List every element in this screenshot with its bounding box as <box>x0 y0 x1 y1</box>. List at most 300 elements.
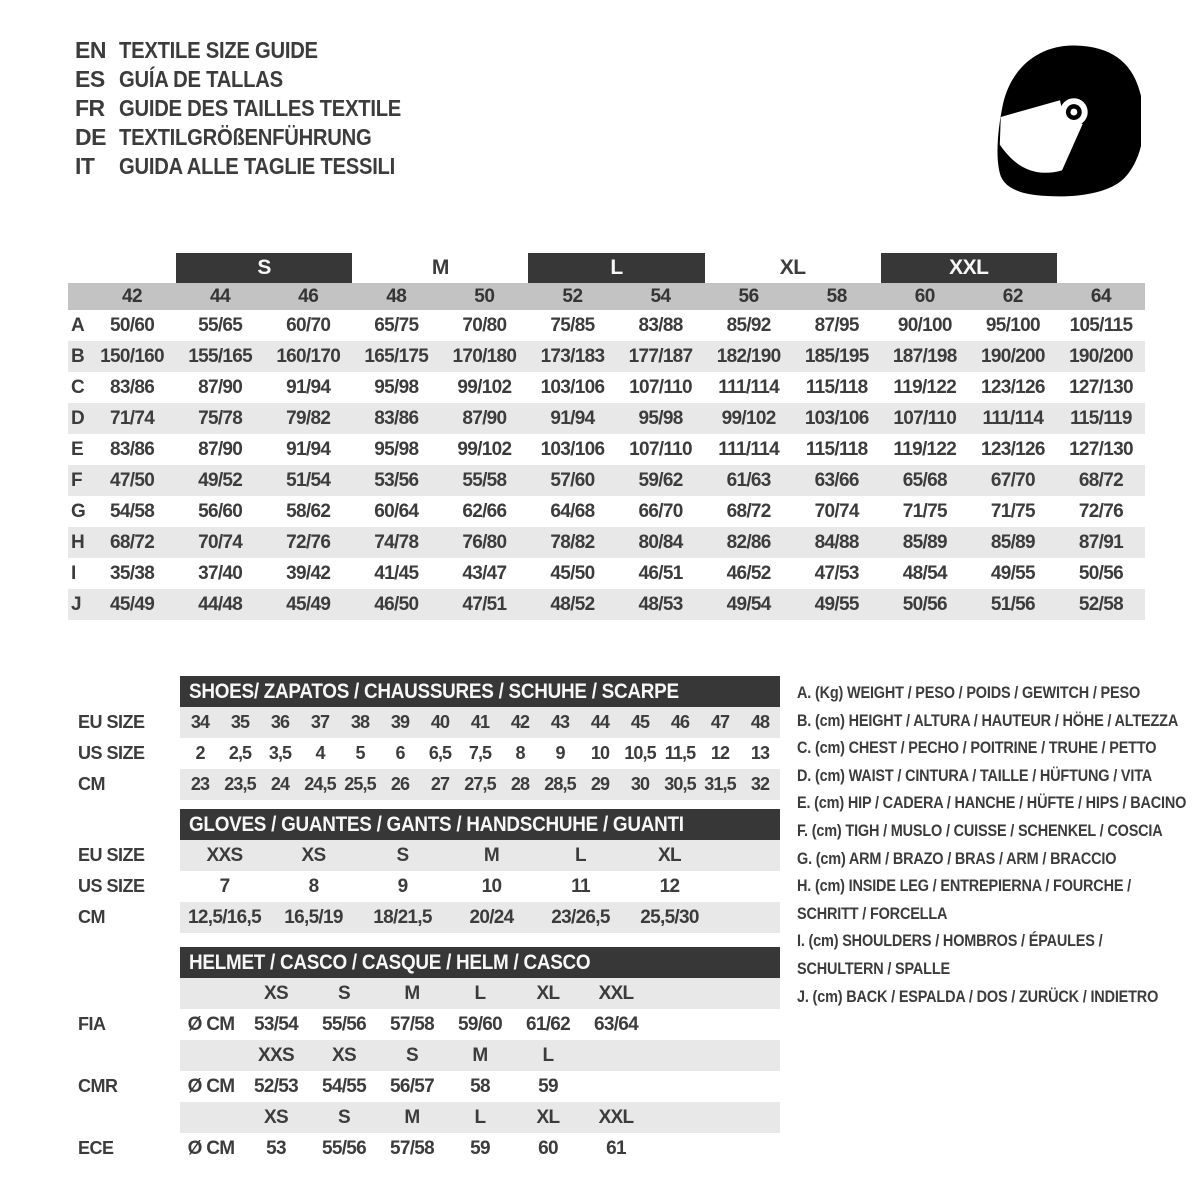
row-letter: C <box>71 377 85 398</box>
measure-row-c <box>68 372 1145 403</box>
row-label: US SIZE <box>68 871 180 902</box>
size-value: 95/98 <box>374 377 419 398</box>
shoes-value: 26 <box>380 769 420 800</box>
shoes-value: 4 <box>315 743 325 763</box>
shoes-row-us <box>68 738 780 769</box>
gloves-value: 8 <box>308 876 319 897</box>
size-value: 54/58 <box>110 501 155 522</box>
gloves-value: 18/21,5 <box>358 902 447 933</box>
language-code: FR <box>75 95 105 121</box>
size-value: 50/56 <box>1078 563 1123 584</box>
size-value: 47/50 <box>110 470 155 491</box>
size-value: 46/50 <box>374 594 419 615</box>
legend-text: B. (cm) HEIGHT / ALTURA / HAUTEUR / HÖHE / ALTEZZA <box>797 710 1179 730</box>
helmet-section-title: HELMET / CASCO / CASQUE / HELM / CASCO <box>189 951 591 974</box>
row-letter: B <box>71 346 85 367</box>
legend-text: E. (cm) HIP / CADERA / HANCHE / HÜFTE / HIPS / BACINO <box>797 793 1187 813</box>
size-value: 49/54 <box>726 594 771 615</box>
numeric-size: 42 <box>121 286 143 307</box>
numeric-size: 56 <box>738 286 759 307</box>
size-value: 58/62 <box>286 501 331 522</box>
size-value: 83/86 <box>374 408 419 429</box>
row-letter: H <box>71 532 85 553</box>
shoes-value: 12 <box>710 743 730 763</box>
row-label <box>68 1102 180 1133</box>
helmet-size: XS <box>242 1102 310 1133</box>
size-group-m: M <box>431 256 449 279</box>
language-row <box>75 123 440 152</box>
gloves-row-eu <box>68 840 780 871</box>
filler <box>650 1133 780 1164</box>
size-value: 85/89 <box>990 532 1035 553</box>
filler <box>650 1009 780 1040</box>
shoes-value: 46 <box>660 707 700 738</box>
filler <box>650 1071 780 1102</box>
size-value: 95/98 <box>638 408 683 429</box>
size-value: 53/56 <box>374 470 419 491</box>
language-code: EN <box>75 37 106 63</box>
row-letter: D <box>71 408 85 429</box>
legend-text: J. (cm) BACK / ESPALDA / DOS / ZURÜCK / INDIETRO <box>797 986 1159 1006</box>
size-value: 56/60 <box>198 501 243 522</box>
guide-title: TEXTILE SIZE GUIDE <box>119 37 318 63</box>
helmet-size-row <box>68 1102 780 1133</box>
legend-item <box>797 983 1195 1011</box>
size-value: 61/63 <box>726 470 771 491</box>
size-value: 43/47 <box>462 563 507 584</box>
legend-item <box>797 707 1195 735</box>
size-value: 115/119 <box>1070 408 1132 429</box>
numeric-size: 52 <box>562 286 583 307</box>
size-value: 63/66 <box>814 470 859 491</box>
row-letter: G <box>71 501 86 522</box>
size-value: 78/82 <box>550 532 595 553</box>
gloves-section-title: GLOVES / GUANTES / GANTS / HANDSCHUHE / GUANTI <box>189 813 684 836</box>
shoes-value: 30 <box>620 769 660 800</box>
size-group-s: S <box>176 253 352 283</box>
legend-item <box>797 927 1195 982</box>
size-value: 83/86 <box>110 377 155 398</box>
size-value: 111/114 <box>982 408 1044 429</box>
filler <box>650 978 780 1009</box>
size-value: 107/110 <box>893 408 957 429</box>
size-value: 87/90 <box>198 377 243 398</box>
legend-text: F. (cm) TIGH / MUSLO / CUISSE / SCHENKEL / COSCIA <box>797 820 1163 840</box>
helmet-size: L <box>446 1102 514 1133</box>
measure-spacer <box>180 1102 242 1133</box>
size-value: 185/195 <box>804 346 869 367</box>
numeric-size: 46 <box>298 286 319 307</box>
language-code: IT <box>75 153 95 179</box>
helmet-size: S <box>310 1102 378 1133</box>
shoes-value: 34 <box>180 707 220 738</box>
measure-row-g <box>68 496 1145 527</box>
size-value: 72/76 <box>1078 501 1123 522</box>
helmet-size: M <box>378 978 446 1009</box>
size-value: 46/51 <box>638 563 683 584</box>
shoes-value: 6 <box>395 743 405 763</box>
size-value: 111/114 <box>718 439 779 460</box>
racing-helmet-icon <box>983 36 1141 198</box>
size-value: 55/58 <box>462 470 507 491</box>
size-value: 48/54 <box>902 563 947 584</box>
size-value: 71/75 <box>902 501 947 522</box>
row-label <box>68 1040 180 1071</box>
measurement-legend <box>797 679 1195 1010</box>
helmet-size: XS <box>242 978 310 1009</box>
size-value: 45/49 <box>286 594 331 615</box>
shoes-value: 48 <box>740 707 780 738</box>
filler <box>714 902 780 933</box>
size-value: 87/95 <box>814 315 859 336</box>
shoes-value: 47 <box>700 707 740 738</box>
measure-spacer <box>180 1040 242 1071</box>
size-value: 59/62 <box>638 470 683 491</box>
guide-title: GUÍA DE TALLAS <box>119 66 283 92</box>
size-value: 107/110 <box>629 439 692 460</box>
legend-item <box>797 872 1195 927</box>
helmet-value: 61/62 <box>525 1014 571 1035</box>
shoes-row-cm <box>68 769 780 800</box>
size-value: 70/80 <box>462 315 507 336</box>
shoes-value: 37 <box>300 707 340 738</box>
size-value: 80/84 <box>638 532 683 553</box>
legend-item <box>797 789 1195 817</box>
size-value: 71/75 <box>990 501 1035 522</box>
numeric-size: 62 <box>1002 286 1023 307</box>
shoes-value: 2 <box>195 743 205 763</box>
size-group-xxl: XXL <box>881 253 1057 283</box>
size-value: 83/86 <box>110 439 155 460</box>
row-letter: I <box>71 563 77 584</box>
shoes-value: 24 <box>260 769 300 800</box>
size-value: 60/70 <box>286 315 331 336</box>
gloves-section-header <box>180 809 780 840</box>
size-value: 48/52 <box>550 594 595 615</box>
size-value: 123/126 <box>980 377 1045 398</box>
size-value: 52/58 <box>1078 594 1123 615</box>
shoes-value: 9 <box>555 743 565 763</box>
helmet-value-row <box>68 1009 780 1040</box>
gloves-table <box>68 840 780 933</box>
gloves-value: XXS <box>180 840 269 871</box>
size-group-l: L <box>528 253 704 283</box>
gloves-value: 7 <box>219 876 230 897</box>
size-value: 65/68 <box>902 470 947 491</box>
helmet-value: 57/58 <box>389 1014 435 1035</box>
shoes-value: 31,5 <box>700 769 740 800</box>
language-code: ES <box>75 66 105 92</box>
helmet-value: 63/64 <box>593 1014 639 1035</box>
measure-row-f <box>68 465 1145 496</box>
size-value: 187/198 <box>892 346 957 367</box>
shoes-value: 28 <box>500 769 540 800</box>
row-label: CM <box>68 769 180 800</box>
shoes-value: 44 <box>580 707 620 738</box>
helmet-value-row <box>68 1133 780 1164</box>
gloves-row-cm <box>68 902 780 933</box>
gloves-row-us <box>68 871 780 902</box>
legend-text: C. (cm) CHEST / PECHO / POITRINE / TRUHE / PETTO <box>797 738 1157 758</box>
legend-text: I. (cm) SHOULDERS / HOMBROS / ÉPAULES / <box>797 931 1103 951</box>
standard-label-cmr: CMR <box>68 1071 180 1102</box>
helmet-value: 54/55 <box>321 1076 367 1097</box>
legend-item <box>797 845 1195 873</box>
shoes-value: 2,5 <box>228 743 252 763</box>
gloves-value: 23/26,5 <box>536 902 625 933</box>
helmet-size: L <box>446 978 514 1009</box>
shoes-value: 39 <box>380 707 420 738</box>
shoes-value: 24,5 <box>300 769 340 800</box>
helmet-size: XS <box>310 1040 378 1071</box>
helmet-value <box>582 1071 650 1102</box>
gloves-value: 16,5/19 <box>269 902 358 933</box>
numeric-size: 60 <box>914 286 935 307</box>
size-value: 79/82 <box>286 408 331 429</box>
size-value: 46/52 <box>726 563 771 584</box>
row-label: EU SIZE <box>68 707 180 738</box>
helmet-size <box>582 1040 650 1071</box>
measure-row-b <box>68 341 1145 372</box>
legend-line <box>797 900 1195 928</box>
shoes-value: 13 <box>750 743 770 763</box>
numeric-size: 58 <box>826 286 847 307</box>
size-value: 68/72 <box>110 532 155 553</box>
shoes-section-title: SHOES/ ZAPATOS / CHAUSSURES / SCHUHE / SCARPE <box>189 680 679 703</box>
size-value: 50/60 <box>110 315 155 336</box>
size-value: 39/42 <box>286 563 331 584</box>
legend-line <box>797 845 1195 873</box>
size-value: 87/91 <box>1078 532 1123 553</box>
helmet-size: S <box>310 978 378 1009</box>
measure-row-h <box>68 527 1145 558</box>
size-value: 119/122 <box>893 377 957 398</box>
numeric-size: 64 <box>1090 286 1112 307</box>
size-value: 85/89 <box>902 532 947 553</box>
size-value: 37/40 <box>198 563 243 584</box>
size-value: 75/85 <box>550 315 595 336</box>
shoes-value: 5 <box>355 743 365 763</box>
shoes-value: 29 <box>580 769 620 800</box>
filler <box>714 840 780 871</box>
shoes-value: 8 <box>515 743 525 763</box>
language-row <box>75 152 440 181</box>
measure-row-j <box>68 589 1145 620</box>
size-value: 50/56 <box>902 594 947 615</box>
helmet-size: XXL <box>582 1102 650 1133</box>
helmet-section-header <box>180 947 780 978</box>
size-value: 49/52 <box>198 470 243 491</box>
gloves-value: S <box>358 840 447 871</box>
shoes-value: 43 <box>540 707 580 738</box>
size-value: 177/187 <box>628 346 693 367</box>
helmet-value: 55/56 <box>321 1014 367 1035</box>
gloves-value: XL <box>625 840 714 871</box>
size-value: 84/88 <box>814 532 859 553</box>
size-value: 91/94 <box>286 439 331 460</box>
size-value: 57/60 <box>550 470 595 491</box>
legend-item <box>797 679 1195 707</box>
legend-line <box>797 983 1195 1011</box>
size-value: 74/78 <box>374 532 419 553</box>
shoes-value: 23,5 <box>220 769 260 800</box>
helmet-size-row <box>68 978 780 1009</box>
measure-row-e <box>68 434 1145 465</box>
size-value: 45/50 <box>550 563 595 584</box>
gloves-value: 12,5/16,5 <box>180 902 269 933</box>
shoes-value: 10 <box>590 743 610 763</box>
helmet-value: 60 <box>538 1138 558 1159</box>
size-value: 48/53 <box>638 594 683 615</box>
language-code: DE <box>75 124 106 150</box>
gloves-value: 11 <box>571 876 590 897</box>
shoes-value: 11,5 <box>664 743 696 763</box>
row-label: EU SIZE <box>68 840 180 871</box>
row-label: CM <box>68 902 180 933</box>
size-value: 82/86 <box>726 532 771 553</box>
row-label <box>68 978 180 1009</box>
size-value: 182/190 <box>716 346 781 367</box>
band-spacer <box>68 283 88 310</box>
size-value: 47/53 <box>814 563 859 584</box>
size-value: 127/130 <box>1069 377 1133 398</box>
shoes-value: 45 <box>620 707 660 738</box>
shoes-value: 3,5 <box>268 743 292 763</box>
legend-text: G. (cm) ARM / BRAZO / BRAS / ARM / BRACCIO <box>797 848 1117 868</box>
helmet-size-row <box>68 1040 780 1071</box>
size-value: 107/110 <box>629 377 692 398</box>
shoes-value: 25,5 <box>340 769 380 800</box>
size-value: 173/183 <box>540 346 605 367</box>
size-value: 64/68 <box>550 501 595 522</box>
gloves-value: XS <box>269 840 358 871</box>
size-value: 155/165 <box>188 346 252 367</box>
size-value: 115/118 <box>805 377 868 398</box>
size-value: 75/78 <box>198 408 243 429</box>
size-value: 190/200 <box>980 346 1045 367</box>
language-row <box>75 36 440 65</box>
language-row <box>75 94 440 123</box>
size-value: 55/65 <box>198 315 243 336</box>
guide-title: GUIDA ALLE TAGLIE TESSILI <box>119 153 396 179</box>
size-value: 47/51 <box>462 594 507 615</box>
size-value: 76/80 <box>462 532 507 553</box>
legend-item <box>797 817 1195 845</box>
helmet-value-row <box>68 1071 780 1102</box>
measure-row-i <box>68 558 1145 589</box>
shoes-value: 32 <box>740 769 780 800</box>
size-value: 60/64 <box>374 501 419 522</box>
size-value: 165/175 <box>364 346 429 367</box>
shoes-table <box>68 707 780 800</box>
numeric-size: 44 <box>210 286 231 307</box>
size-value: 70/74 <box>198 532 243 553</box>
size-group-xl: XL <box>779 256 806 279</box>
legend-line <box>797 872 1195 900</box>
legend-item <box>797 762 1195 790</box>
size-value: 67/70 <box>990 470 1035 491</box>
language-row <box>75 65 440 94</box>
shoes-value: 38 <box>340 707 380 738</box>
numeric-size: 50 <box>474 286 495 307</box>
size-value: 44/48 <box>198 594 243 615</box>
size-value: 123/126 <box>980 439 1045 460</box>
diameter-label: Ø CM <box>187 1138 235 1159</box>
size-value: 72/76 <box>286 532 331 553</box>
filler <box>650 1102 780 1133</box>
numeric-size: 54 <box>650 286 671 307</box>
size-value: 91/94 <box>550 408 595 429</box>
row-label: US SIZE <box>68 738 180 769</box>
filler <box>650 1040 780 1071</box>
size-value: 99/102 <box>721 408 776 429</box>
helmet-value: 59 <box>470 1138 490 1159</box>
helmet-size: M <box>446 1040 514 1071</box>
size-value: 119/122 <box>893 439 957 460</box>
legend-item <box>797 734 1195 762</box>
size-value: 190/200 <box>1069 346 1133 367</box>
helmet-value: 52/53 <box>253 1076 299 1097</box>
measure-row-a <box>68 310 1145 341</box>
gloves-value: 20/24 <box>447 902 536 933</box>
size-value: 85/92 <box>726 315 771 336</box>
guide-title: TEXTILGRÖßENFÜHRUNG <box>119 124 372 150</box>
size-value: 51/54 <box>286 470 331 491</box>
gloves-value: 9 <box>397 876 408 897</box>
legend-line <box>797 707 1195 735</box>
size-value: 70/74 <box>814 501 859 522</box>
size-value: 103/106 <box>540 377 605 398</box>
size-value: 95/100 <box>985 315 1040 336</box>
shoes-value: 36 <box>260 707 300 738</box>
helmet-size: XXS <box>242 1040 310 1071</box>
size-value: 65/75 <box>374 315 419 336</box>
helmet-value: 55/56 <box>321 1138 367 1159</box>
gloves-value: 10 <box>481 876 502 897</box>
legend-line <box>797 789 1195 817</box>
helmet-value: 59/60 <box>457 1014 503 1035</box>
helmet-value: 56/57 <box>389 1076 435 1097</box>
size-value: 90/100 <box>897 315 952 336</box>
helmet-size: M <box>378 1102 446 1133</box>
legend-text: SCHULTERN / SPALLE <box>797 958 950 978</box>
legend-line <box>797 679 1195 707</box>
shoes-row-eu <box>68 707 780 738</box>
shoes-value: 30,5 <box>660 769 700 800</box>
row-letter: F <box>71 470 83 491</box>
measure-spacer <box>180 978 242 1009</box>
legend-text: SCHRITT / FORCELLA <box>797 903 948 923</box>
helmet-size: L <box>514 1040 582 1071</box>
row-letter: E <box>71 439 84 460</box>
size-value: 99/102 <box>457 377 512 398</box>
helmet-size: XL <box>514 1102 582 1133</box>
helmet-value: 53/54 <box>253 1014 299 1035</box>
size-value: 87/90 <box>198 439 243 460</box>
guide-title: GUIDE DES TAILLES TEXTILE <box>119 95 402 121</box>
diameter-label: Ø CM <box>187 1014 235 1035</box>
legend-text: D. (cm) WAIST / CINTURA / TAILLE / HÜFTUNG / VITA <box>797 765 1153 785</box>
filler <box>714 871 780 902</box>
measure-row-d <box>68 403 1145 434</box>
standard-label-fia: FIA <box>68 1009 180 1040</box>
measurement-rows <box>68 310 1145 620</box>
size-value: 99/102 <box>457 439 512 460</box>
size-value: 91/94 <box>286 377 331 398</box>
size-value: 45/49 <box>110 594 155 615</box>
legend-line <box>797 955 1195 983</box>
shoes-value: 28,5 <box>540 769 580 800</box>
